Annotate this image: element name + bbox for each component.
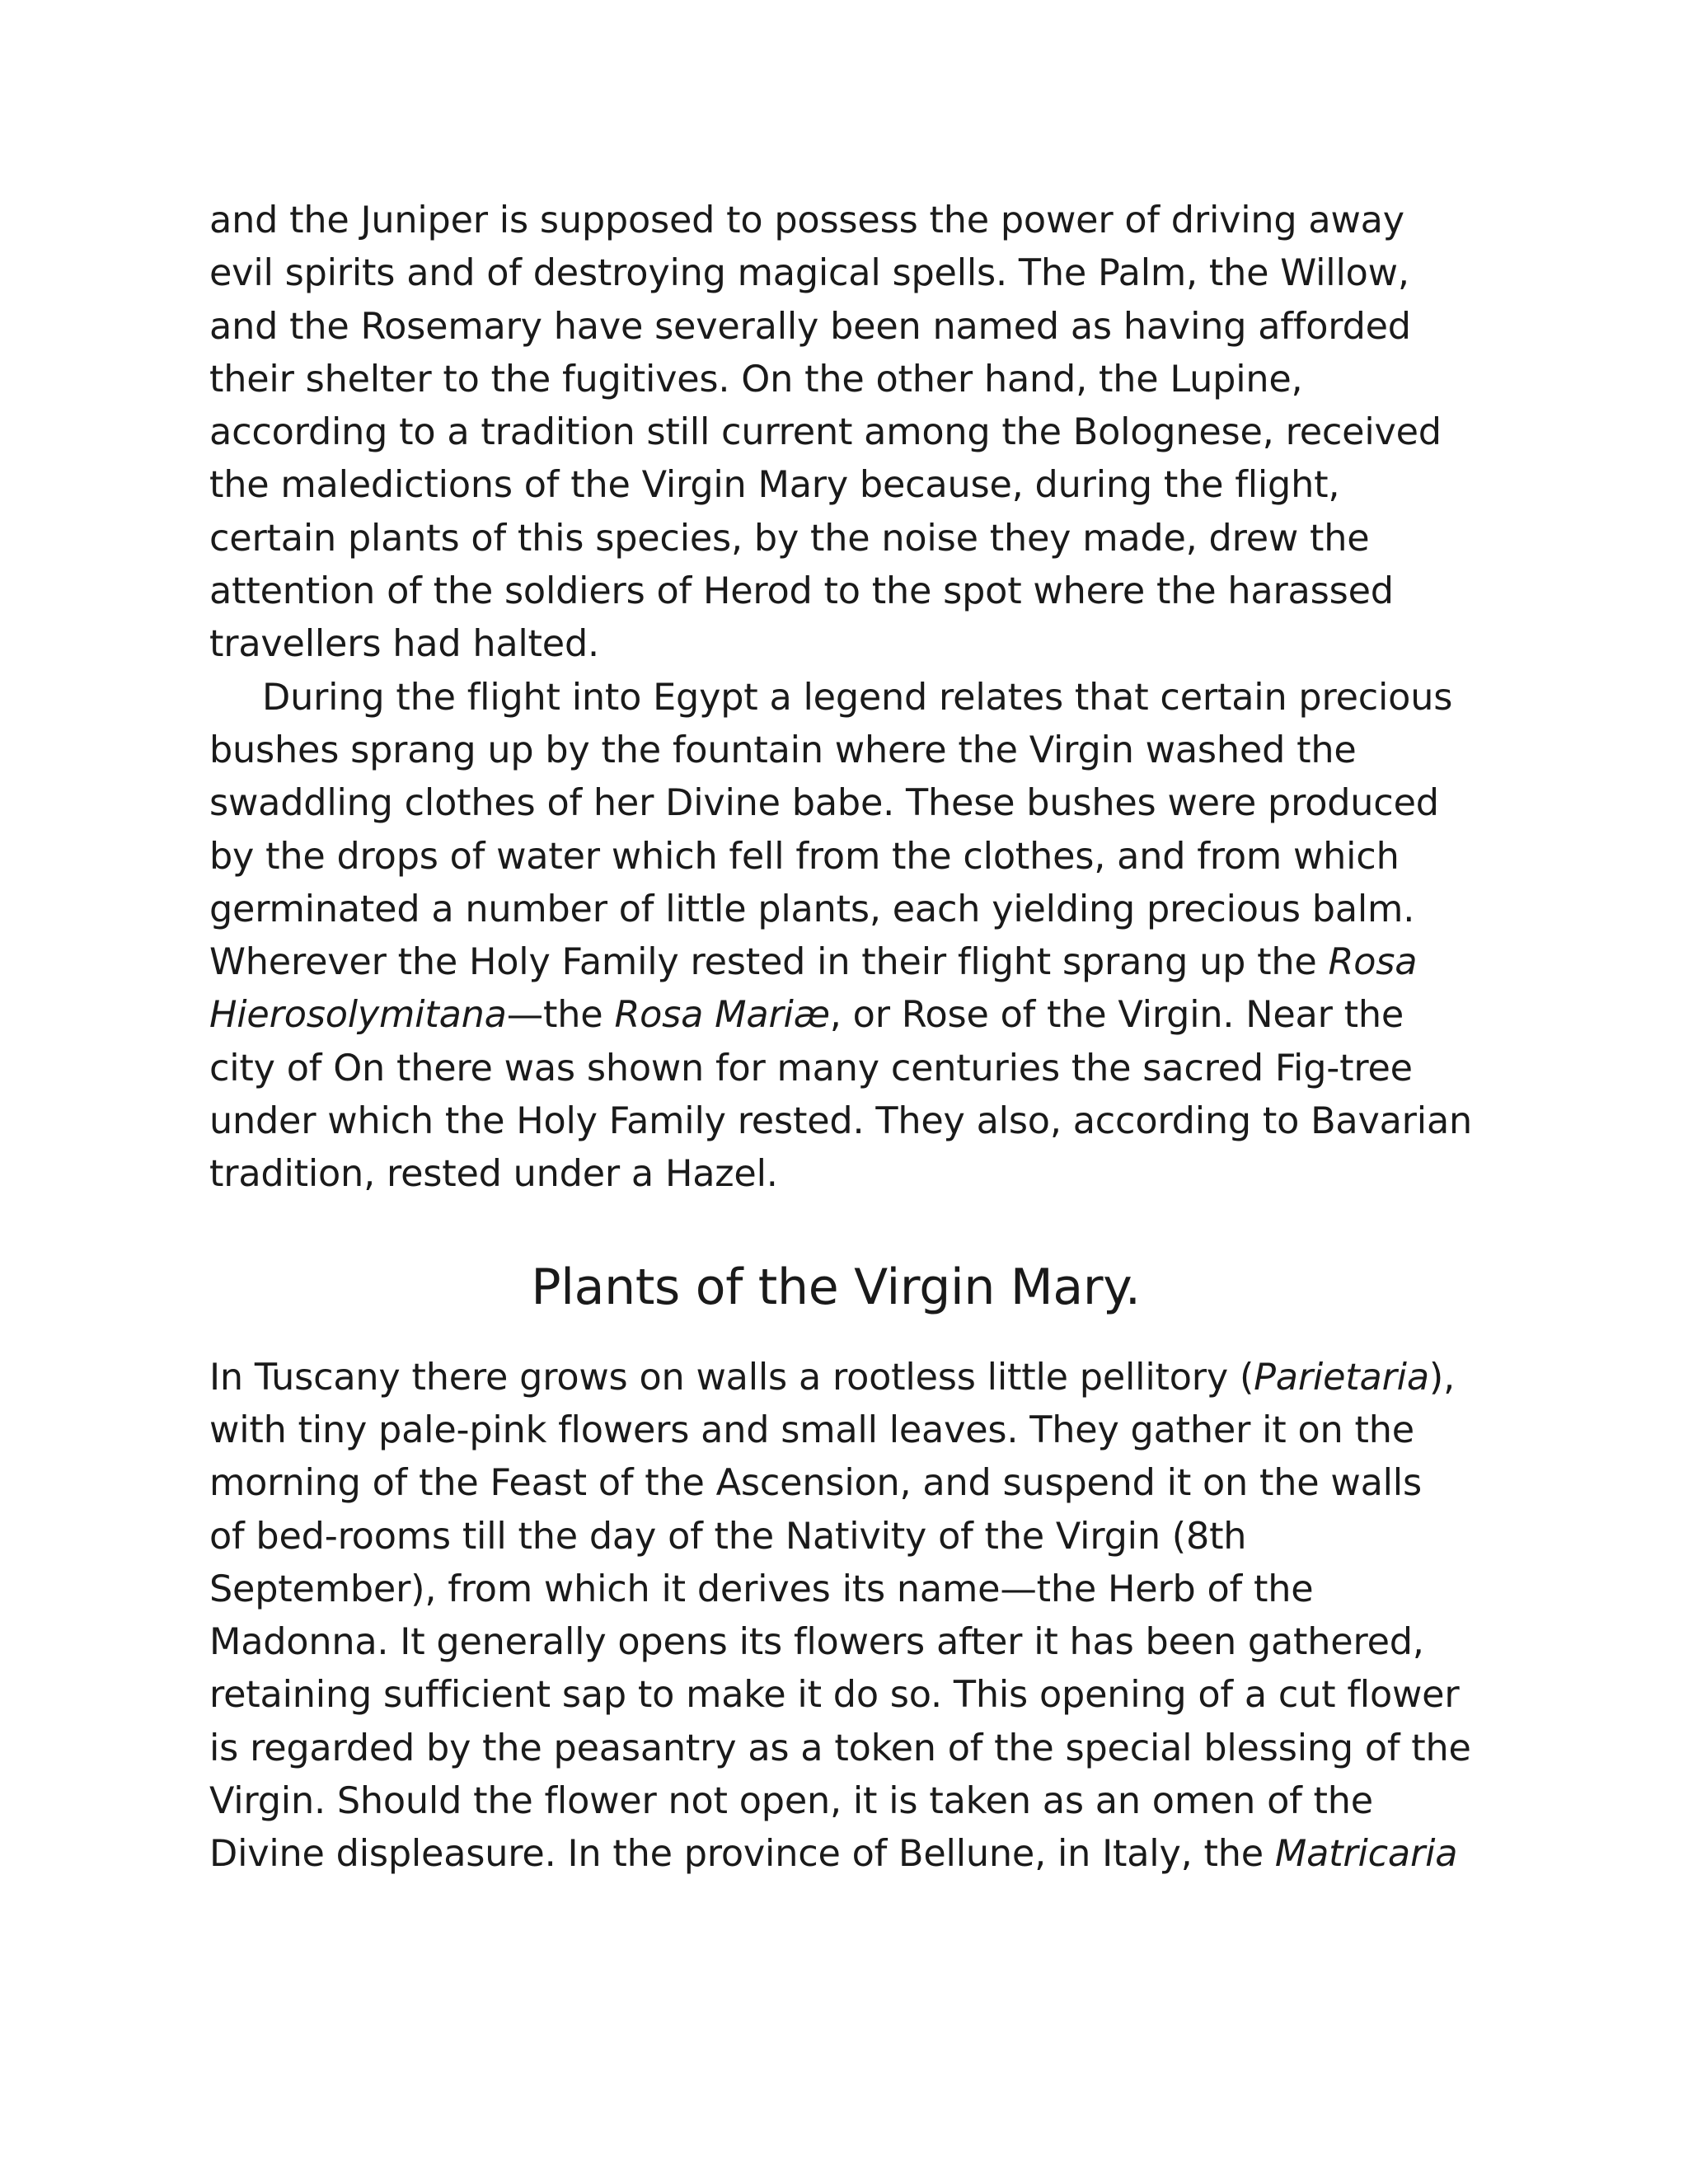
- italic-term: Matricaria: [1274, 1833, 1458, 1876]
- text-line: retaining sufficient sap to make it do so. This opening of a cut flower: [209, 1674, 1460, 1717]
- text-run: ),: [1428, 1356, 1456, 1399]
- text-line: the maledictions of the Virgin Mary because, during the flight,: [209, 464, 1340, 507]
- text-line: under which the Holy Family rested. They also, according to Bavarian: [209, 1100, 1473, 1143]
- section-heading: Plants of the Virgin Mary.: [531, 1258, 1141, 1316]
- text-line: travellers had halted.: [209, 623, 599, 666]
- italic-term: Parietaria: [1254, 1356, 1429, 1399]
- text-line: bushes sprang up by the fountain where the Virgin washed the: [209, 729, 1357, 771]
- text-line: is regarded by the peasantry as a token of the special blessing of the: [209, 1727, 1471, 1769]
- text-line: according to a tradition still current among the Bolognese, received: [209, 411, 1442, 454]
- text-line: tradition, rested under a Hazel.: [209, 1153, 778, 1196]
- text-line: by the drops of water which fell from the clothes, and from which: [209, 835, 1400, 878]
- text-run: Divine displeasure. In the province of Bellune, in Italy, the: [209, 1833, 1275, 1876]
- text-run: Wherever the Holy Family rested in their flight sprang up the: [209, 941, 1329, 984]
- text-run: In Tuscany there grows on walls a rootless little pellitory (: [209, 1356, 1254, 1399]
- text-line: certain plants of this species, by the noise they made, drew the: [209, 517, 1370, 560]
- text-run: —the: [506, 994, 615, 1037]
- text-line: [209, 1352, 1495, 1404]
- paragraph-juniper: [209, 194, 1495, 672]
- text-line: [209, 1828, 1495, 1881]
- text-line: attention of the soldiers of Herod to the spot where the harassed: [209, 570, 1394, 613]
- text-run: , or Rose of the Virgin. Near the: [829, 994, 1404, 1037]
- text-line: city of On there was shown for many centuries the sacred Fig-tree: [209, 1047, 1413, 1090]
- text-line: Madonna. It generally opens its flowers after it has been gathered,: [209, 1621, 1424, 1664]
- text-line: swaddling clothes of her Divine babe. These bushes were produced: [209, 782, 1439, 825]
- text-line: [209, 936, 1495, 989]
- page-body: [209, 194, 1495, 1882]
- italic-term: Rosa: [1328, 941, 1418, 984]
- text-line: germinated a number of little plants, each yielding precious balm.: [209, 888, 1415, 930]
- paragraph-flight-into-egypt: [209, 672, 1495, 1202]
- text-line: Virgin. Should the flower not open, it is taken as an omen of the: [209, 1780, 1373, 1823]
- text-line: of bed-rooms till the day of the Nativity of the Virgin (8th: [209, 1515, 1247, 1558]
- text-line: with tiny pale-pink flowers and small leaves. They gather it on the: [209, 1408, 1414, 1451]
- text-line: and the Rosemary have severally been named as having afforded: [209, 305, 1411, 348]
- italic-term: Rosa Mariæ: [614, 994, 830, 1037]
- text-line: During the flight into Egypt a legend relates that certain precious: [262, 676, 1453, 719]
- text-line: September), from which it derives its name—the Herb of the: [209, 1568, 1314, 1610]
- text-line: and the Juniper is supposed to possess the power of driving away: [209, 199, 1404, 241]
- italic-term: Hierosolymitana: [209, 994, 507, 1037]
- text-line: morning of the Feast of the Ascension, and suspend it on the walls: [209, 1462, 1422, 1505]
- text-line: their shelter to the fugitives. On the other hand, the Lupine,: [209, 358, 1303, 401]
- text-line: [209, 989, 1495, 1042]
- paragraph-tuscany: [209, 1352, 1495, 1882]
- text-line: evil spirits and of destroying magical spells. The Palm, the Willow,: [209, 252, 1409, 295]
